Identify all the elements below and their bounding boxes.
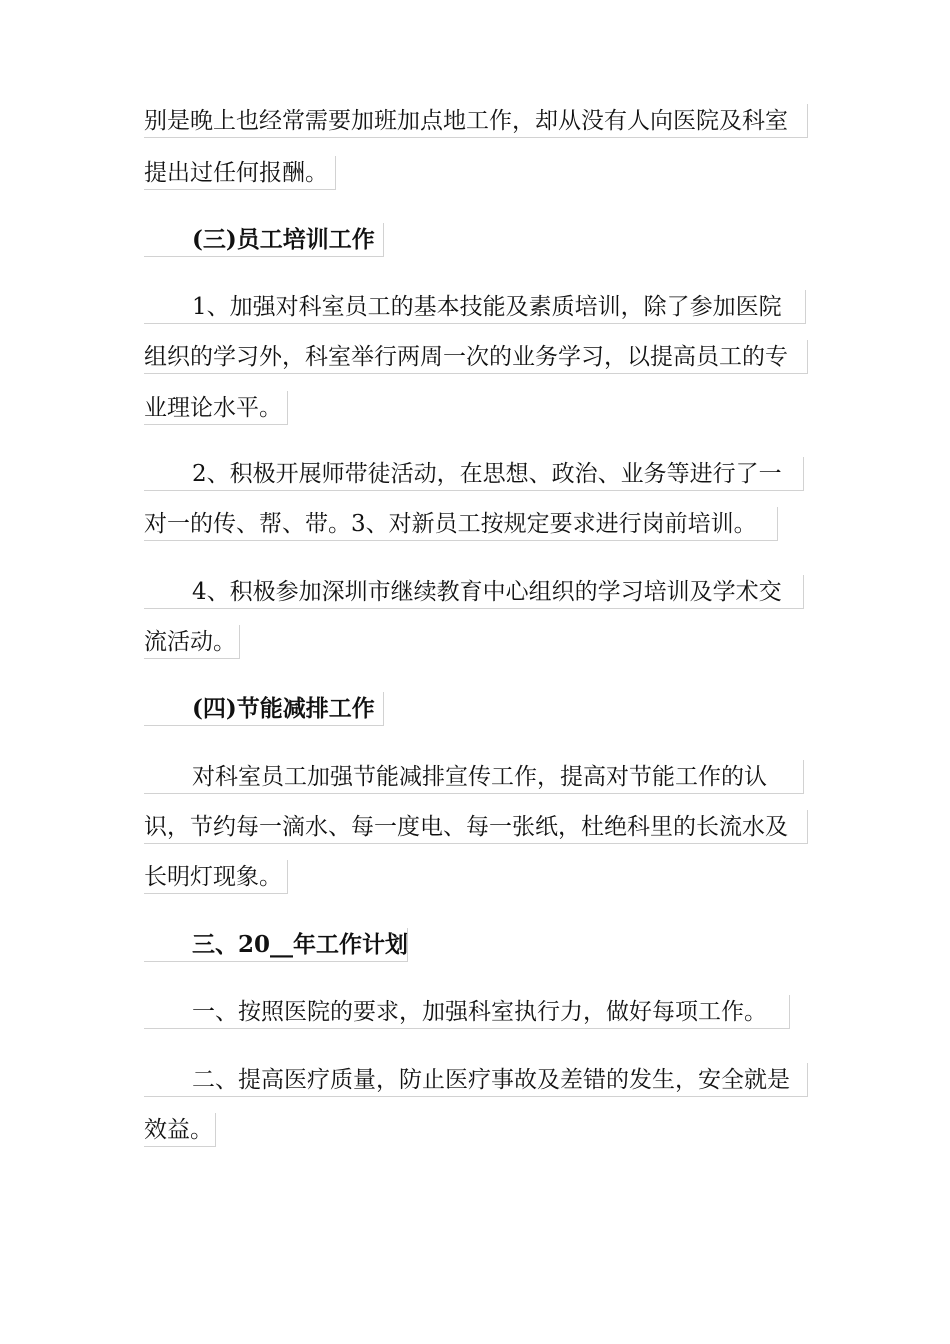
text-line: 2、积极开展师带徒活动，在思想、政治、业务等进行了一 bbox=[144, 457, 804, 491]
text-line: 二、提高医疗质量，防止医疗事故及差错的发生，安全就是 bbox=[144, 1063, 808, 1097]
text-line: 组织的学习外，科室举行两周一次的业务学习，以提高员工的专 bbox=[144, 340, 808, 374]
text-line: 一、按照医院的要求，加强科室执行力，做好每项工作。 bbox=[144, 995, 790, 1029]
text-line: 4、积极参加深圳市继续教育中心组织的学习培训及学术交 bbox=[144, 575, 804, 609]
text-line: 别是晚上也经常需要加班加点地工作，却从没有人向医院及科室 bbox=[144, 104, 808, 138]
text-line: 对科室员工加强节能减排宣传工作，提高对节能工作的认 bbox=[144, 760, 804, 794]
section-heading: (三)员工培训工作 bbox=[144, 223, 384, 257]
section-heading: (四)节能减排工作 bbox=[144, 692, 384, 726]
text-line: 流活动。 bbox=[144, 625, 240, 659]
text-line: 长明灯现象。 bbox=[144, 860, 288, 894]
text-line: 业理论水平。 bbox=[144, 391, 288, 425]
text-line: 效益。 bbox=[144, 1113, 216, 1147]
text-line: 1、加强对科室员工的基本技能及素质培训，除了参加医院 bbox=[144, 290, 806, 324]
text-line: 提出过任何报酬。 bbox=[144, 156, 336, 190]
section-heading: 三、20__年工作计划 bbox=[144, 928, 408, 962]
text-line: 识，节约每一滴水、每一度电、每一张纸，杜绝科里的长流水及 bbox=[144, 810, 808, 844]
text-line: 对一的传、帮、带。3、对新员工按规定要求进行岗前培训。 bbox=[144, 507, 778, 541]
